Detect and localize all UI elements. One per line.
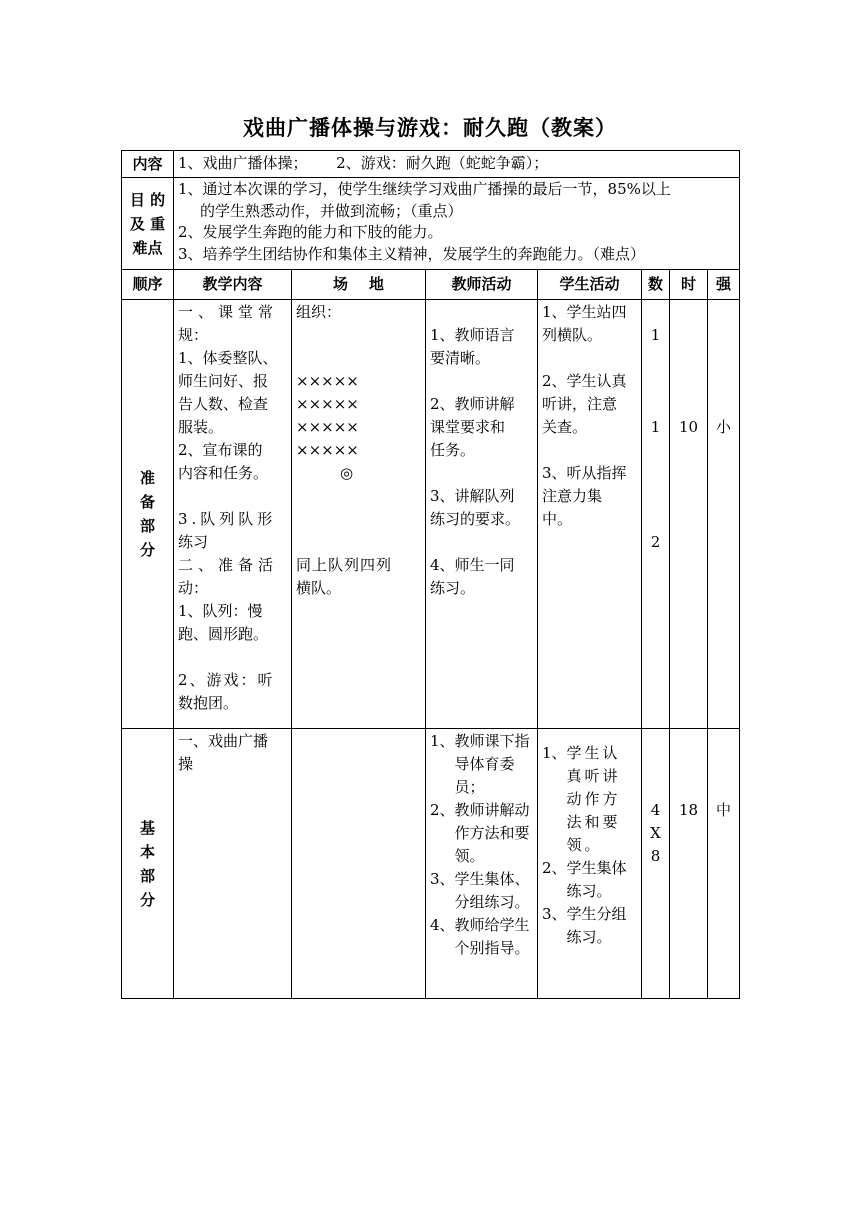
student-step: 2、 学生集体练习。 [542, 859, 627, 900]
prep-teacher: 1、教师语言 要清晰。 2、教师讲解 课堂要求和 任务。 3、讲解队列 练习的要求。 4、师生一同 练习。 [426, 300, 538, 729]
header-student: 学生活动 [538, 270, 642, 300]
basic-teacher [426, 729, 538, 999]
basic-venue [292, 729, 426, 999]
teacher-step: 4、 教师给学生个别指导。 [430, 916, 530, 957]
goals-text [174, 178, 740, 270]
basic-student [538, 729, 642, 999]
lesson-plan-table [121, 150, 739, 999]
teacher-position-mark: ◎ [340, 464, 354, 482]
section-label-basic: 基 本 部 分 [122, 729, 174, 999]
goal-item: 3、培养学生团结协作和集体主义精神，发展学生的奔跑能力。（难点） [178, 244, 646, 263]
goal-item: 2、发展学生奔跑的能力和下肢的能力。 [178, 223, 443, 241]
content-label: 内容 [122, 151, 174, 178]
prep-count: 1 1 2 [642, 300, 670, 729]
prep-time: 10 [670, 300, 708, 729]
goals-label: 目 的 及 重 难点 [122, 178, 174, 270]
basic-intensity: 中 [708, 729, 740, 999]
venue-org-label: 组织： [296, 303, 342, 321]
header-count: 数 [642, 270, 670, 300]
teacher-step: 1、 教师课下指导体育委员； [430, 732, 530, 796]
header-venue: 场 地 [292, 270, 426, 300]
teacher-step: 2、 教师讲解动作方法和要领。 [430, 801, 530, 865]
header-teacher: 教师活动 [426, 270, 538, 300]
header-time: 时 [670, 270, 708, 300]
formation-row: ××××× [296, 418, 359, 436]
prep-student: 1、学生站四 列横队。 2、学生认真 听讲，注意 关查。 3、听从指挥 注意力集 中。 [538, 300, 642, 729]
prep-venue: 组织： ××××× ××××× ××××× ××××× ◎ 同上队列四列 横队。 [292, 300, 426, 729]
formation-row: ××××× [296, 441, 359, 459]
formation-row: ××××× [296, 395, 359, 413]
teacher-step: 3、 学生集体、分组练习。 [430, 870, 530, 911]
goal-item: 的学生熟悉动作，并做到流畅；（重点） [200, 201, 463, 220]
header-intensity: 强 [708, 270, 740, 300]
prep-intensity: 小 [708, 300, 740, 729]
content-text: 1、戏曲广播体操； 2、游戏：耐久跑（蛇蛇争霸）； [174, 151, 740, 178]
goal-item: 1、通过本次课的学习，使学生继续学习戏曲广播操的最后一节，85%以上 [178, 180, 671, 198]
section-label-prep: 准 备 部 分 [122, 300, 174, 729]
prep-content: 一、课堂常 规： 1、体委整队、 师生问好、报 告人数、检查 服装。 2、宣布课的 内容和任务。 3.队列队形 练习 二、准备活 动： 1、队列：慢 跑、圆形跑。 2、游戏：听 数抱团。 [174, 300, 292, 729]
formation-row: ××××× [296, 372, 359, 390]
header-content: 教学内容 [174, 270, 292, 300]
basic-time: 18 [670, 729, 708, 999]
basic-content: 一、戏曲广播 操 [174, 729, 292, 999]
header-order: 顺序 [122, 270, 174, 300]
basic-count: 4 X 8 [642, 729, 670, 999]
page-title: 戏曲广播体操与游戏：耐久跑（教案） [243, 116, 617, 140]
student-step: 3、 学生分组练习。 [542, 905, 627, 946]
student-step: 1、 学生认真听讲动作方法和要领。 [542, 744, 621, 854]
